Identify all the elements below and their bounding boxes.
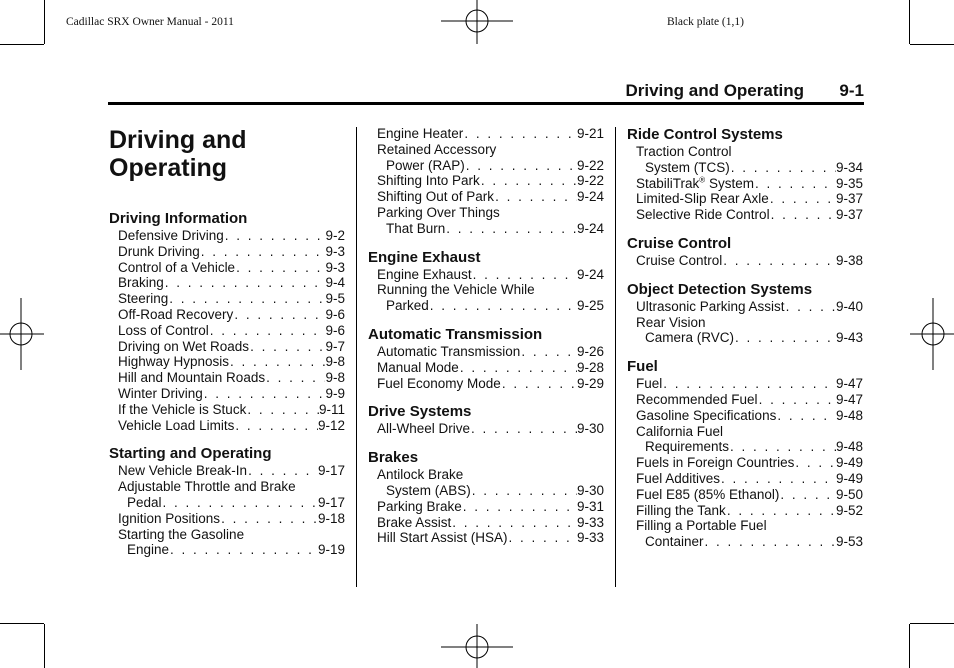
toc-entry[interactable] bbox=[627, 253, 863, 269]
toc-entry[interactable] bbox=[368, 142, 604, 158]
toc-entry-title: Requirements bbox=[645, 439, 730, 455]
chapter-title-line: Driving and bbox=[109, 126, 247, 154]
toc-entry-page: 9-3 bbox=[325, 259, 345, 275]
column-divider bbox=[356, 127, 357, 587]
crop-mark bbox=[44, 624, 45, 668]
toc-entry-title: If the Vehicle is Stuck bbox=[118, 401, 247, 417]
column-divider bbox=[615, 127, 616, 587]
leader-dots bbox=[472, 267, 577, 283]
toc-entry-page: 9-30 bbox=[576, 482, 604, 498]
leader-dots bbox=[169, 542, 318, 558]
toc-entry[interactable] bbox=[368, 298, 604, 314]
leader-dots bbox=[730, 160, 836, 176]
toc-entry[interactable] bbox=[109, 228, 345, 244]
leader-dots bbox=[451, 515, 577, 531]
toc-entry-title: Engine Heater bbox=[377, 126, 464, 141]
toc-entry[interactable] bbox=[368, 221, 604, 237]
toc-entry[interactable] bbox=[109, 463, 345, 479]
toc-entry-page: 9-43 bbox=[835, 330, 863, 346]
toc-entry[interactable] bbox=[109, 354, 345, 370]
toc-entry-page: 9-49 bbox=[835, 455, 863, 471]
toc-entry-page: 9-4 bbox=[325, 275, 345, 291]
leader-dots bbox=[465, 158, 577, 174]
toc-entry-page: 9-30 bbox=[576, 421, 604, 437]
toc-entry-page: 9-21 bbox=[576, 126, 604, 141]
toc-entry-page: 9-3 bbox=[325, 243, 345, 259]
toc-entry-page: 9-47 bbox=[835, 376, 863, 392]
leader-dots bbox=[494, 189, 577, 205]
toc-entry-title: Starting the Gasoline bbox=[118, 526, 245, 542]
leader-dots bbox=[235, 260, 325, 276]
toc-entry-title: Shifting Into Park bbox=[377, 173, 480, 189]
toc-entry-page: 9-48 bbox=[835, 439, 863, 455]
leader-dots bbox=[726, 503, 836, 519]
crop-mark bbox=[909, 624, 910, 668]
toc-entry-page: 9-48 bbox=[835, 407, 863, 423]
toc-entry-page: 9-24 bbox=[576, 220, 604, 236]
toc-entry-page: 9-26 bbox=[576, 343, 604, 359]
toc-entry-title: Vehicle Load Limits bbox=[118, 417, 235, 433]
toc-entry-page: 9-8 bbox=[325, 370, 345, 386]
toc-section-heading: Drive Systems bbox=[368, 403, 472, 421]
toc-entry-title-part: System bbox=[705, 175, 754, 191]
toc-entry-title: System (TCS) bbox=[645, 159, 730, 175]
leader-dots bbox=[220, 511, 318, 527]
toc-entry[interactable] bbox=[109, 260, 345, 276]
toc-entry[interactable] bbox=[368, 530, 604, 546]
toc-entry[interactable] bbox=[109, 339, 345, 355]
toc-entry[interactable] bbox=[109, 307, 345, 323]
toc-entry[interactable] bbox=[368, 173, 604, 189]
toc-entry-page: 9-28 bbox=[576, 359, 604, 375]
toc-entry[interactable] bbox=[627, 455, 863, 471]
crop-mark bbox=[0, 44, 44, 45]
toc-entry-title: Winter Driving bbox=[118, 385, 203, 401]
toc-column-2 bbox=[368, 126, 604, 546]
toc-entry-title: Braking bbox=[118, 275, 164, 291]
toc-entry[interactable] bbox=[109, 418, 345, 434]
leader-dots bbox=[794, 455, 836, 471]
toc-entry-title: Steering bbox=[118, 291, 169, 307]
toc-entry-title: Fuel Additives bbox=[636, 470, 721, 486]
toc-entry-title: Cruise Control bbox=[636, 252, 723, 268]
leader-dots bbox=[501, 376, 577, 392]
toc-entry[interactable] bbox=[627, 176, 863, 192]
leader-dots bbox=[462, 499, 577, 515]
toc-entry-title: Fuel bbox=[636, 376, 663, 392]
toc-entry-title: Filling a Portable Fuel bbox=[636, 518, 767, 534]
crop-mark bbox=[0, 623, 44, 624]
leader-dots bbox=[203, 386, 326, 402]
toc-entry-page: 9-11 bbox=[318, 401, 345, 417]
toc-entry-title: Engine Exhaust bbox=[377, 266, 472, 282]
toc-entry-title: Antilock Brake bbox=[377, 467, 464, 483]
running-header bbox=[108, 81, 864, 101]
chapter-title bbox=[109, 126, 345, 182]
toc-entry[interactable] bbox=[627, 315, 863, 331]
toc-entry[interactable] bbox=[627, 376, 863, 392]
toc-entry[interactable] bbox=[109, 542, 345, 558]
toc-entry-title: Filling the Tank bbox=[636, 502, 726, 518]
toc-entry[interactable] bbox=[627, 534, 863, 550]
leader-dots bbox=[224, 228, 326, 244]
toc-entry-title: Brake Assist bbox=[377, 514, 452, 530]
registration-mark-icon bbox=[0, 298, 44, 370]
leader-dots bbox=[769, 191, 836, 207]
leader-dots bbox=[770, 207, 836, 223]
running-header-section: Driving and Operating bbox=[625, 81, 804, 100]
toc-entry-title: All-Wheel Drive bbox=[377, 421, 471, 437]
leader-dots bbox=[758, 392, 836, 408]
toc-entry-title: Ignition Positions bbox=[118, 510, 221, 526]
toc-entry-title: Camera (RVC) bbox=[645, 330, 735, 346]
leader-dots bbox=[445, 221, 577, 237]
toc-entry-page: 9-31 bbox=[576, 498, 604, 514]
leader-dots bbox=[265, 370, 325, 386]
toc-section-heading: Ride Control Systems bbox=[627, 126, 783, 143]
toc-entry-title: Pedal bbox=[127, 494, 162, 510]
toc-entry-title: That Burn bbox=[386, 220, 446, 236]
toc-entry[interactable] bbox=[627, 392, 863, 408]
toc-entry-page: 9-33 bbox=[576, 514, 604, 530]
chapter-title-line: Operating bbox=[109, 154, 228, 182]
toc-entry-page: 9-5 bbox=[325, 291, 345, 307]
toc-section-heading: Cruise Control bbox=[627, 234, 732, 252]
toc-entry-page: 9-9 bbox=[325, 385, 345, 401]
crop-mark bbox=[910, 623, 954, 624]
toc-entry[interactable] bbox=[109, 275, 345, 291]
toc-entry[interactable] bbox=[109, 495, 345, 511]
toc-section-heading: Driving Information bbox=[109, 210, 248, 227]
toc-entry-page: 9-33 bbox=[576, 530, 604, 546]
toc-entry-title bbox=[636, 176, 754, 192]
toc-entry-title: Gasoline Specifications bbox=[636, 407, 777, 423]
leader-dots bbox=[722, 253, 836, 269]
toc-entry[interactable] bbox=[627, 487, 863, 503]
toc-column-1 bbox=[109, 126, 345, 558]
toc-section-heading: Starting and Operating bbox=[109, 445, 272, 463]
leader-dots bbox=[785, 299, 836, 315]
toc-entry-page: 9-24 bbox=[576, 189, 604, 205]
toc-entry-page: 9-40 bbox=[835, 298, 863, 314]
toc-entry-page: 9-37 bbox=[835, 207, 863, 223]
toc-entry[interactable] bbox=[368, 158, 604, 174]
leader-dots bbox=[209, 323, 326, 339]
toc-entry-title: Loss of Control bbox=[118, 322, 209, 338]
toc-entry[interactable] bbox=[368, 467, 604, 483]
toc-entry-page: 9-25 bbox=[576, 298, 604, 314]
toc-entry-page: 9-22 bbox=[576, 157, 604, 173]
toc-entry-page: 9-37 bbox=[835, 191, 863, 207]
leader-dots bbox=[168, 291, 325, 307]
toc-entry-page: 9-12 bbox=[317, 417, 345, 433]
toc-entry[interactable] bbox=[368, 267, 604, 283]
toc-entry-page: 9-34 bbox=[835, 159, 863, 175]
toc-entry[interactable] bbox=[109, 402, 345, 418]
leader-dots bbox=[470, 421, 577, 437]
crop-mark bbox=[44, 0, 45, 44]
leader-dots bbox=[704, 534, 836, 550]
toc-entry[interactable] bbox=[368, 499, 604, 515]
toc-entry-title: Drunk Driving bbox=[118, 243, 200, 259]
toc-entry[interactable] bbox=[627, 471, 863, 487]
toc-entry-title: Rear Vision bbox=[636, 314, 706, 330]
toc-entry-title: Container bbox=[645, 534, 704, 550]
toc-section-heading: Automatic Transmission bbox=[368, 325, 543, 343]
toc-entry[interactable] bbox=[627, 330, 863, 346]
leader-dots bbox=[729, 439, 836, 455]
toc-entry-title: Power (RAP) bbox=[386, 157, 465, 173]
header-rule bbox=[108, 102, 864, 105]
toc-entry-title: Defensive Driving bbox=[118, 228, 224, 243]
toc-entry[interactable] bbox=[368, 126, 604, 142]
leader-dots bbox=[471, 483, 577, 499]
toc-entry-page: 9-38 bbox=[835, 252, 863, 268]
toc-entry-title: System (ABS) bbox=[386, 482, 471, 498]
toc-entry-page: 9-18 bbox=[317, 510, 345, 526]
toc-entry-page: 9-17 bbox=[317, 463, 345, 479]
toc-entry[interactable] bbox=[627, 408, 863, 424]
toc-entry-page: 9-50 bbox=[835, 486, 863, 502]
toc-entry-title: Adjustable Throttle and Brake bbox=[118, 479, 296, 495]
toc-entry[interactable] bbox=[368, 344, 604, 360]
toc-section-heading: Brakes bbox=[368, 449, 419, 467]
toc-entry[interactable] bbox=[109, 244, 345, 260]
toc-entry-title: Hill Start Assist (HSA) bbox=[377, 530, 508, 546]
registered-mark: ® bbox=[699, 175, 706, 185]
crop-mark bbox=[910, 44, 954, 45]
toc-entry[interactable] bbox=[368, 282, 604, 298]
leader-dots bbox=[247, 463, 318, 479]
toc-entry[interactable] bbox=[627, 518, 863, 534]
toc-entry[interactable] bbox=[627, 424, 863, 440]
toc-entry[interactable] bbox=[109, 370, 345, 386]
leader-dots bbox=[246, 402, 319, 418]
toc-entry[interactable] bbox=[627, 503, 863, 519]
toc-entry[interactable] bbox=[627, 299, 863, 315]
toc-entry-page: 9-35 bbox=[835, 175, 863, 191]
registration-mark-icon bbox=[441, 624, 513, 668]
toc-section-heading: Fuel bbox=[627, 358, 658, 376]
toc-entry-page: 9-47 bbox=[835, 391, 863, 407]
toc-entry-title: Limited-Slip Rear Axle bbox=[636, 191, 769, 207]
toc-entry[interactable] bbox=[368, 189, 604, 205]
leader-dots bbox=[234, 418, 318, 434]
running-header-page-number: 9-1 bbox=[839, 81, 864, 100]
toc-entry-title: Selective Ride Control bbox=[636, 207, 770, 223]
registration-mark-icon bbox=[910, 298, 954, 370]
toc-entry-title: Running the Vehicle While bbox=[377, 282, 535, 298]
toc-entry[interactable] bbox=[627, 207, 863, 223]
toc-entry-page: 9-6 bbox=[325, 322, 345, 338]
toc-entry-title: Off-Road Recovery bbox=[118, 306, 234, 322]
toc-entry[interactable] bbox=[368, 376, 604, 392]
toc-entry-page: 9-2 bbox=[325, 228, 345, 243]
toc-entry-title: Engine bbox=[127, 542, 170, 558]
toc-entry-page: 9-29 bbox=[576, 375, 604, 391]
toc-entry-title: Fuel E85 (85% Ethanol) bbox=[636, 486, 780, 502]
leader-dots bbox=[200, 244, 326, 260]
toc-column-3 bbox=[627, 126, 863, 550]
leader-dots bbox=[662, 376, 836, 392]
toc-entry-title: Control of a Vehicle bbox=[118, 259, 236, 275]
toc-entry-page: 9-6 bbox=[325, 306, 345, 322]
print-header-right: Black plate (1,1) bbox=[667, 16, 744, 28]
toc-entry-title: Parking Over Things bbox=[377, 204, 500, 220]
leader-dots bbox=[249, 339, 325, 355]
leader-dots bbox=[754, 176, 836, 192]
toc-entry-title: New Vehicle Break-In bbox=[118, 463, 248, 479]
leader-dots bbox=[520, 344, 577, 360]
leader-dots bbox=[429, 298, 577, 314]
toc-entry-title: Fuel Economy Mode bbox=[377, 375, 501, 391]
toc-entry-title: Parking Brake bbox=[377, 498, 462, 514]
toc-entry[interactable] bbox=[627, 191, 863, 207]
toc-entry-page: 9-52 bbox=[835, 502, 863, 518]
toc-entry[interactable] bbox=[109, 291, 345, 307]
leader-dots bbox=[233, 307, 325, 323]
print-header-left: Cadillac SRX Owner Manual - 2011 bbox=[66, 16, 234, 28]
toc-entry-page: 9-7 bbox=[325, 338, 345, 354]
toc-entry-page: 9-8 bbox=[325, 354, 345, 370]
crop-mark bbox=[909, 0, 910, 44]
toc-entry-title: Highway Hypnosis bbox=[118, 354, 230, 370]
leader-dots bbox=[480, 173, 577, 189]
toc-section-heading: Engine Exhaust bbox=[368, 248, 481, 266]
toc-entry-title: California Fuel bbox=[636, 423, 724, 439]
toc-entry-page: 9-22 bbox=[576, 173, 604, 189]
toc-entry[interactable] bbox=[109, 386, 345, 402]
toc-entry-title: Fuels in Foreign Countries bbox=[636, 455, 795, 471]
toc-entry-title: Automatic Transmission bbox=[377, 343, 521, 359]
leader-dots bbox=[779, 487, 836, 503]
toc-entry-title: Driving on Wet Roads bbox=[118, 338, 250, 354]
toc-entry[interactable] bbox=[109, 527, 345, 543]
leader-dots bbox=[162, 495, 318, 511]
toc-entry-title-part: StabiliTrak bbox=[636, 175, 700, 191]
toc-entry-page: 9-49 bbox=[835, 470, 863, 486]
toc-entry[interactable] bbox=[368, 421, 604, 437]
leader-dots bbox=[508, 530, 577, 546]
toc-entry-page: 9-53 bbox=[835, 534, 863, 550]
toc-section-heading: Object Detection Systems bbox=[627, 280, 813, 298]
toc-entry-page: 9-24 bbox=[576, 266, 604, 282]
toc-entry-title: Traction Control bbox=[636, 144, 732, 159]
toc-entry[interactable] bbox=[368, 483, 604, 499]
leader-dots bbox=[734, 330, 836, 346]
toc-entry[interactable] bbox=[368, 360, 604, 376]
toc-entry[interactable] bbox=[109, 479, 345, 495]
toc-entry[interactable] bbox=[627, 160, 863, 176]
toc-entry-page: 9-19 bbox=[317, 542, 345, 558]
leader-dots bbox=[229, 354, 325, 370]
toc-entry[interactable] bbox=[109, 511, 345, 527]
toc-entry-page: 9-17 bbox=[317, 494, 345, 510]
toc-entry-title: Retained Accessory bbox=[377, 141, 497, 157]
toc-entry-title: Shifting Out of Park bbox=[377, 189, 495, 205]
toc-entry-title: Parked bbox=[386, 298, 429, 314]
toc-entry[interactable] bbox=[368, 515, 604, 531]
toc-entry[interactable] bbox=[627, 144, 863, 160]
toc-entry-title: Manual Mode bbox=[377, 359, 459, 375]
registration-mark-icon bbox=[441, 0, 513, 44]
leader-dots bbox=[776, 408, 836, 424]
toc-entry[interactable] bbox=[368, 205, 604, 221]
leader-dots bbox=[720, 471, 836, 487]
leader-dots bbox=[164, 275, 326, 291]
toc-entry[interactable] bbox=[627, 439, 863, 455]
toc-entry-title: Recommended Fuel bbox=[636, 391, 758, 407]
toc-entry-title: Hill and Mountain Roads bbox=[118, 370, 266, 386]
toc-entry[interactable] bbox=[109, 323, 345, 339]
leader-dots bbox=[463, 126, 577, 142]
toc-entry-title: Ultrasonic Parking Assist bbox=[636, 298, 785, 314]
leader-dots bbox=[459, 360, 577, 376]
